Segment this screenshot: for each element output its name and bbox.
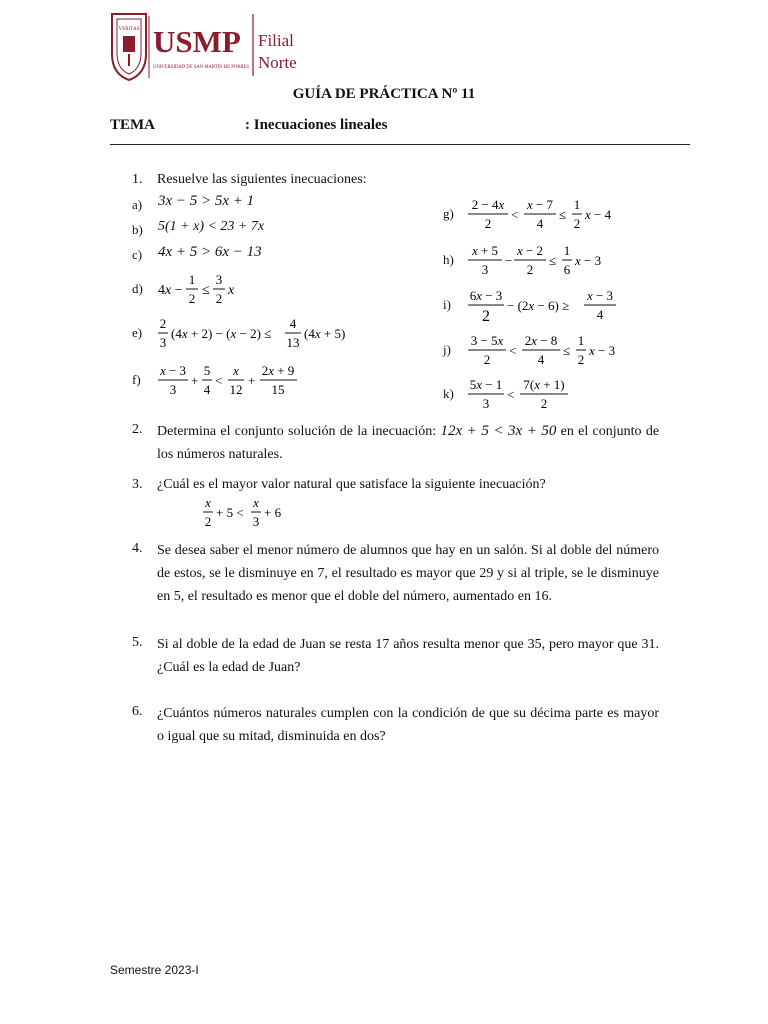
svg-text:4: 4 bbox=[289, 316, 297, 331]
item-f-expression bbox=[158, 363, 308, 404]
svg-text:2: 2 bbox=[573, 216, 581, 231]
item-h-label: h) bbox=[443, 252, 454, 267]
svg-text:1: 1 bbox=[577, 333, 585, 348]
svg-text:(4x + 5): (4x + 5) bbox=[304, 326, 346, 341]
exercise-5-number: 5. bbox=[132, 635, 143, 650]
svg-text:2: 2 bbox=[159, 316, 167, 331]
svg-text:1: 1 bbox=[573, 197, 581, 212]
svg-text:5: 5 bbox=[203, 363, 211, 378]
svg-text:7(x + 1): 7(x + 1) bbox=[523, 377, 565, 392]
svg-text:x − 3: x − 3 bbox=[159, 363, 187, 378]
svg-text:2: 2 bbox=[482, 308, 490, 325]
svg-text:≤: ≤ bbox=[559, 207, 567, 222]
item-k-expression bbox=[468, 377, 588, 418]
svg-text:3: 3 bbox=[215, 272, 223, 287]
svg-text:3: 3 bbox=[481, 262, 489, 277]
item-f-label: f) bbox=[132, 372, 141, 387]
svg-text:3: 3 bbox=[482, 396, 490, 411]
svg-text:x: x bbox=[233, 363, 239, 378]
item-d-label: d) bbox=[132, 281, 143, 296]
exercise-6-text: ¿Cuántos números naturales cumplen con la condición de que su décima parte es mayor o igual que su mitad, disminuida en dos? bbox=[157, 706, 659, 744]
svg-text:2: 2 bbox=[188, 291, 196, 306]
svg-text:Norte: Norte bbox=[258, 53, 297, 72]
svg-text:2: 2 bbox=[483, 352, 491, 367]
item-b-expr-text: 5(1 + x) < 23 + 7x bbox=[158, 219, 265, 234]
svg-text:x: x bbox=[228, 283, 235, 298]
footer-semester: Semestre 2023-I bbox=[110, 963, 199, 977]
exercise-2-text-before: Determina el conjunto solución de la inecuación: bbox=[157, 424, 437, 439]
svg-text:UNIVERSIDAD DE SAN MARTÍN DE P: UNIVERSIDAD DE SAN MARTÍN DE PORRES bbox=[153, 64, 266, 70]
tema-value: : Inecuaciones lineales bbox=[245, 117, 388, 133]
item-c-expr-text: 4x + 5 > 6x − 13 bbox=[158, 244, 262, 260]
svg-text:6x − 3: 6x − 3 bbox=[469, 288, 503, 303]
svg-text:2: 2 bbox=[526, 262, 534, 277]
usmp-logo bbox=[110, 8, 300, 83]
svg-text:x: x bbox=[253, 495, 259, 510]
exercise-1-number: 1. bbox=[132, 172, 143, 187]
svg-text:2: 2 bbox=[540, 396, 548, 411]
item-i-expression bbox=[468, 288, 628, 333]
usmp-seal-icon bbox=[110, 8, 300, 83]
svg-text:3: 3 bbox=[252, 514, 260, 529]
svg-text:3: 3 bbox=[159, 335, 167, 350]
svg-text:x − 3: x − 3 bbox=[586, 288, 614, 303]
exercise-3-text: ¿Cuál es el mayor valor natural que satisface la siguiente inecuación? bbox=[157, 477, 546, 492]
svg-text:x + 5: x + 5 bbox=[471, 243, 499, 258]
svg-text:1: 1 bbox=[188, 272, 196, 287]
item-h-expression bbox=[468, 243, 628, 284]
svg-text:x − 4: x − 4 bbox=[585, 207, 612, 222]
svg-text:4: 4 bbox=[596, 307, 604, 322]
svg-text:x − 2: x − 2 bbox=[516, 243, 544, 258]
svg-text:<: < bbox=[511, 207, 519, 222]
svg-text:x − 3: x − 3 bbox=[589, 343, 616, 358]
svg-text:≤: ≤ bbox=[563, 343, 571, 358]
exercise-2-expr: 12x + 5 < 3x + 50 bbox=[440, 423, 557, 439]
svg-text:+: + bbox=[248, 373, 256, 388]
svg-text:2x + 9: 2x + 9 bbox=[261, 363, 295, 378]
item-i-label: i) bbox=[443, 297, 451, 312]
exercise-4-number: 4. bbox=[132, 541, 143, 556]
tema-label: TEMA bbox=[110, 117, 155, 133]
svg-text:x: x bbox=[205, 495, 211, 510]
exercise-2-number: 2. bbox=[132, 422, 143, 437]
svg-text:4: 4 bbox=[203, 382, 211, 397]
svg-text:3 − 5x: 3 − 5x bbox=[470, 333, 504, 348]
item-b-label: b) bbox=[132, 222, 143, 237]
exercise-2-text bbox=[157, 420, 659, 466]
item-g-expression bbox=[468, 197, 628, 238]
item-c-label: c) bbox=[132, 247, 143, 262]
svg-text:2: 2 bbox=[484, 216, 492, 231]
svg-text:x − 3: x − 3 bbox=[575, 253, 602, 268]
svg-text:Filial: Filial bbox=[258, 31, 294, 50]
svg-text:+ 6: + 6 bbox=[264, 505, 282, 520]
exercise-6-number: 6. bbox=[132, 704, 143, 719]
svg-text:−: − bbox=[505, 253, 513, 268]
item-g-label: g) bbox=[443, 206, 454, 221]
svg-text:2: 2 bbox=[577, 352, 585, 367]
item-a-expr-text: 3x − 5 > 5x + 1 bbox=[158, 193, 255, 209]
item-e-label: e) bbox=[132, 325, 143, 340]
svg-text:4x −: 4x − bbox=[158, 283, 183, 298]
svg-text:≤: ≤ bbox=[549, 253, 557, 268]
item-e-expression bbox=[158, 316, 358, 357]
item-k-label: k) bbox=[443, 386, 454, 401]
svg-text:VERITAS: VERITAS bbox=[118, 27, 140, 32]
svg-text:x − 7: x − 7 bbox=[526, 197, 554, 212]
item-a-expression bbox=[158, 193, 254, 210]
svg-text:<: < bbox=[507, 387, 515, 402]
svg-text:4: 4 bbox=[536, 216, 544, 231]
svg-text:+: + bbox=[191, 373, 199, 388]
svg-text:− (2x − 6) ≥: − (2x − 6) ≥ bbox=[507, 298, 570, 313]
item-b-expression bbox=[158, 219, 264, 235]
svg-text:13: 13 bbox=[286, 335, 300, 350]
svg-text:USMP: USMP bbox=[153, 24, 241, 59]
svg-text:4: 4 bbox=[537, 352, 545, 367]
item-j-label: j) bbox=[443, 342, 451, 357]
svg-text:1: 1 bbox=[563, 243, 571, 258]
exercise-3-number: 3. bbox=[132, 477, 143, 492]
item-j-expression bbox=[468, 333, 628, 374]
svg-text:5x − 1: 5x − 1 bbox=[469, 377, 503, 392]
svg-text:3: 3 bbox=[169, 382, 177, 397]
exercise-1-text: Resuelve las siguientes inecuaciones: bbox=[157, 172, 367, 187]
svg-text:<: < bbox=[509, 343, 517, 358]
header-divider bbox=[110, 144, 690, 145]
item-c-expression bbox=[158, 244, 262, 261]
svg-text:2 − 4x: 2 − 4x bbox=[471, 197, 505, 212]
page-title: GUÍA DE PRÁCTICA Nº 11 bbox=[292, 86, 476, 102]
svg-text:2: 2 bbox=[215, 291, 223, 306]
svg-text:12: 12 bbox=[229, 382, 243, 397]
exercise-3-expression bbox=[203, 495, 303, 536]
item-a-label: a) bbox=[132, 197, 143, 212]
svg-text:15: 15 bbox=[271, 382, 285, 397]
svg-text:6: 6 bbox=[563, 262, 571, 277]
exercise-5-text: Si al doble de la edad de Juan se resta 17 años resulta menor que 35, pero mayor que 31. ¿Cuál es la edad de Juan? bbox=[157, 637, 659, 675]
exercise-2-text-after: en el conjunto de los números naturales. bbox=[157, 424, 660, 462]
svg-text:2: 2 bbox=[204, 514, 212, 529]
svg-text:+ 5 <: + 5 < bbox=[216, 505, 244, 520]
svg-text:<: < bbox=[215, 373, 223, 388]
exercise-4-text: Se desea saber el menor número de alumnos que hay en un salón. Si al doble del número de estos, se le disminuye en 7, el resultado es mayor que 29 y si al triple, se le disminuye en 5, el resultado es menor que el doble del número, aumentado en 16. bbox=[157, 543, 659, 604]
svg-text:≤: ≤ bbox=[202, 283, 210, 298]
svg-text:2x − 8: 2x − 8 bbox=[524, 333, 558, 348]
item-d-expression bbox=[158, 272, 278, 313]
svg-text:(4x + 2) − (x − 2) ≤: (4x + 2) − (x − 2) ≤ bbox=[171, 326, 272, 341]
